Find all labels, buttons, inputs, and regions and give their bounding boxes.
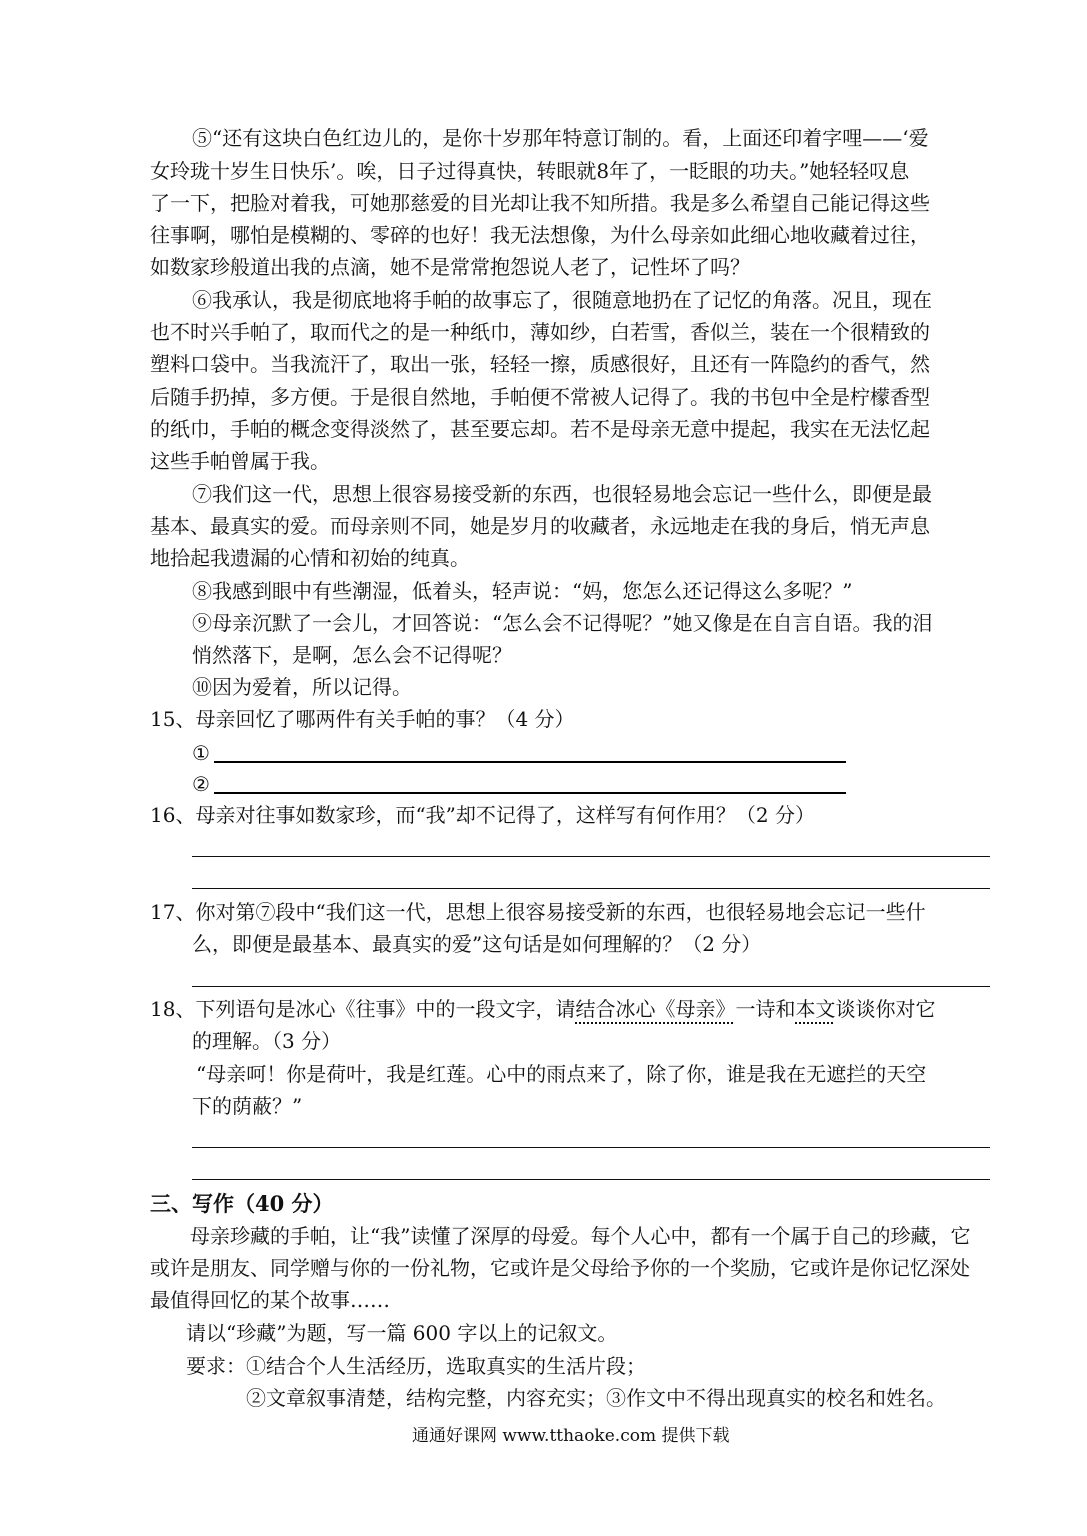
writing-prompt-line-3: 最值得回忆的某个故事…… [150, 1288, 390, 1312]
p5-line-5: 如数家珍般道出我的点滴，她不是常常抱怨说人老了，记性坏了吗？ [150, 255, 750, 279]
question-18-line-2: 的理解。（3 分） [192, 1029, 342, 1053]
p6-line-4: 后随手扔掉，多方便。于是很自然地，手帕便不常被人记得了。我的书包中全是柠檬香型 [150, 385, 930, 409]
p5-line-1: ⑤“还有这块白色红边儿的，是你十岁那年特意订制的。看，上面还印着字哩——‘爱 [192, 126, 929, 150]
q15-marker-2: ② [192, 772, 210, 796]
p8-line: ⑧我感到眼中有些潮湿，低着头，轻声说：“妈，您怎么还记得这么多呢？” [192, 579, 853, 603]
q18-answer-line-2[interactable] [192, 1179, 990, 1180]
q15-answer-line-2[interactable] [214, 792, 846, 794]
q18-emphasis-poem: 结合冰心《母亲》 [575, 997, 736, 1021]
p7-line-1: ⑦我们这一代，思想上很容易接受新的东西，也很轻易地会忘记一些什么，即便是最 [192, 482, 932, 506]
p6-line-2: 也不时兴手帕了，取而代之的是一种纸巾，薄如纱，白若雪，香似兰，装在一个很精致的 [150, 320, 930, 344]
p6-line-3: 塑料口袋中。当我流汗了，取出一张，轻轻一擦，质感很好，且还有一阵隐约的香气，然 [150, 352, 930, 376]
question-18-quote-1: “母亲呵！你是荷叶，我是红莲。心中的雨点来了，除了你，谁是我在无遮拦的天空 [196, 1062, 927, 1086]
p10-line: ⑩因为爱着，所以记得。 [192, 675, 412, 699]
question-17-line-1: 17、你对第⑦段中“我们这一代，思想上很容易接受新的东西，也很轻易地会忘记一些什 [150, 900, 926, 924]
q15-answer-line-1[interactable] [214, 761, 846, 763]
question-15: 15、母亲回忆了哪两件有关手帕的事？（4 分） [150, 707, 575, 731]
p9-line-1: ⑨母亲沉默了一会儿，才回答说：“怎么会不记得呢？”她又像是在自言自语。我的泪 [192, 611, 933, 635]
p5-line-3: 了一下，把脸对着我，可她那慈爱的目光却让我不知所措。我是多么希望自己能记得这些 [150, 191, 930, 215]
p7-line-2: 基本、最真实的爱。而母亲则不同，她是岁月的收藏者，永远地走在我的身后，悄无声息 [150, 514, 930, 538]
q17-answer-line[interactable] [192, 986, 990, 987]
writing-prompt-line-1: 母亲珍藏的手帕，让“我”读懂了深厚的母爱。每个人心中，都有一个属于自己的珍藏，它 [190, 1224, 971, 1248]
p6-line-1: ⑥我承认，我是彻底地将手帕的故事忘了，很随意地扔在了记忆的角落。况且，现在 [192, 288, 932, 312]
q15-marker-1: ① [192, 741, 210, 765]
p5-line-4: 往事啊，哪怕是模糊的、零碎的也好！我无法想像，为什么母亲如此细心地收藏着过往， [150, 223, 930, 247]
p9-line-2: 悄然落下，是啊，怎么会不记得呢？ [192, 643, 512, 667]
p7-line-3: 地拾起我遗漏的心情和初始的纯真。 [150, 546, 470, 570]
q18-answer-line-1[interactable] [192, 1147, 990, 1148]
q18-text-c: 一诗和 [735, 997, 796, 1021]
question-18-line-1 [150, 993, 935, 1025]
q16-answer-line-1[interactable] [192, 856, 990, 857]
p6-line-5: 的纸巾，手帕的概念变得淡然了，甚至要忘却。若不是母亲无意中提起，我实在无法忆起 [150, 417, 930, 441]
p6-line-6: 这些手帕曾属于我。 [150, 449, 330, 473]
writing-requirement-1: 要求：①结合个人生活经历，选取真实的生活片段； [186, 1354, 646, 1378]
q18-emphasis-text: 本文 [795, 997, 836, 1021]
writing-task: 请以“珍藏”为题，写一篇 600 字以上的记叙文。 [186, 1321, 618, 1345]
question-16: 16、母亲对往事如数家珍，而“我”却不记得了，这样写有何作用？（2 分） [150, 803, 815, 827]
question-18-quote-2: 下的荫蔽？” [192, 1094, 303, 1118]
q16-answer-line-2[interactable] [192, 888, 990, 889]
writing-requirement-2: ②文章叙事清楚，结构完整，内容充实；③作文中不得出现真实的校名和姓名。 [246, 1386, 946, 1410]
writing-prompt-line-2: 或许是朋友、同学赠与你的一份礼物，它或许是父母给予你的一个奖励，它或许是你记忆深处 [150, 1256, 970, 1280]
writing-heading: 三、写作（40 分） [150, 1191, 334, 1216]
q18-text-e: 谈谈你对它 [835, 997, 936, 1021]
q18-text-a: 18、下列语句是冰心《往事》中的一段文字，请 [150, 997, 576, 1021]
p5-line-2: 女玲珑十岁生日快乐’。唉，日子过得真快，转眼就8年了，一眨眼的功夫。”她轻轻叹息 [150, 159, 910, 183]
footer-credit: 通通好课网 www.tthaoke.com 提供下载 [412, 1426, 730, 1446]
question-17-line-2: 么，即便是最基本、最真实的爱”这句话是如何理解的？（2 分） [192, 932, 762, 956]
